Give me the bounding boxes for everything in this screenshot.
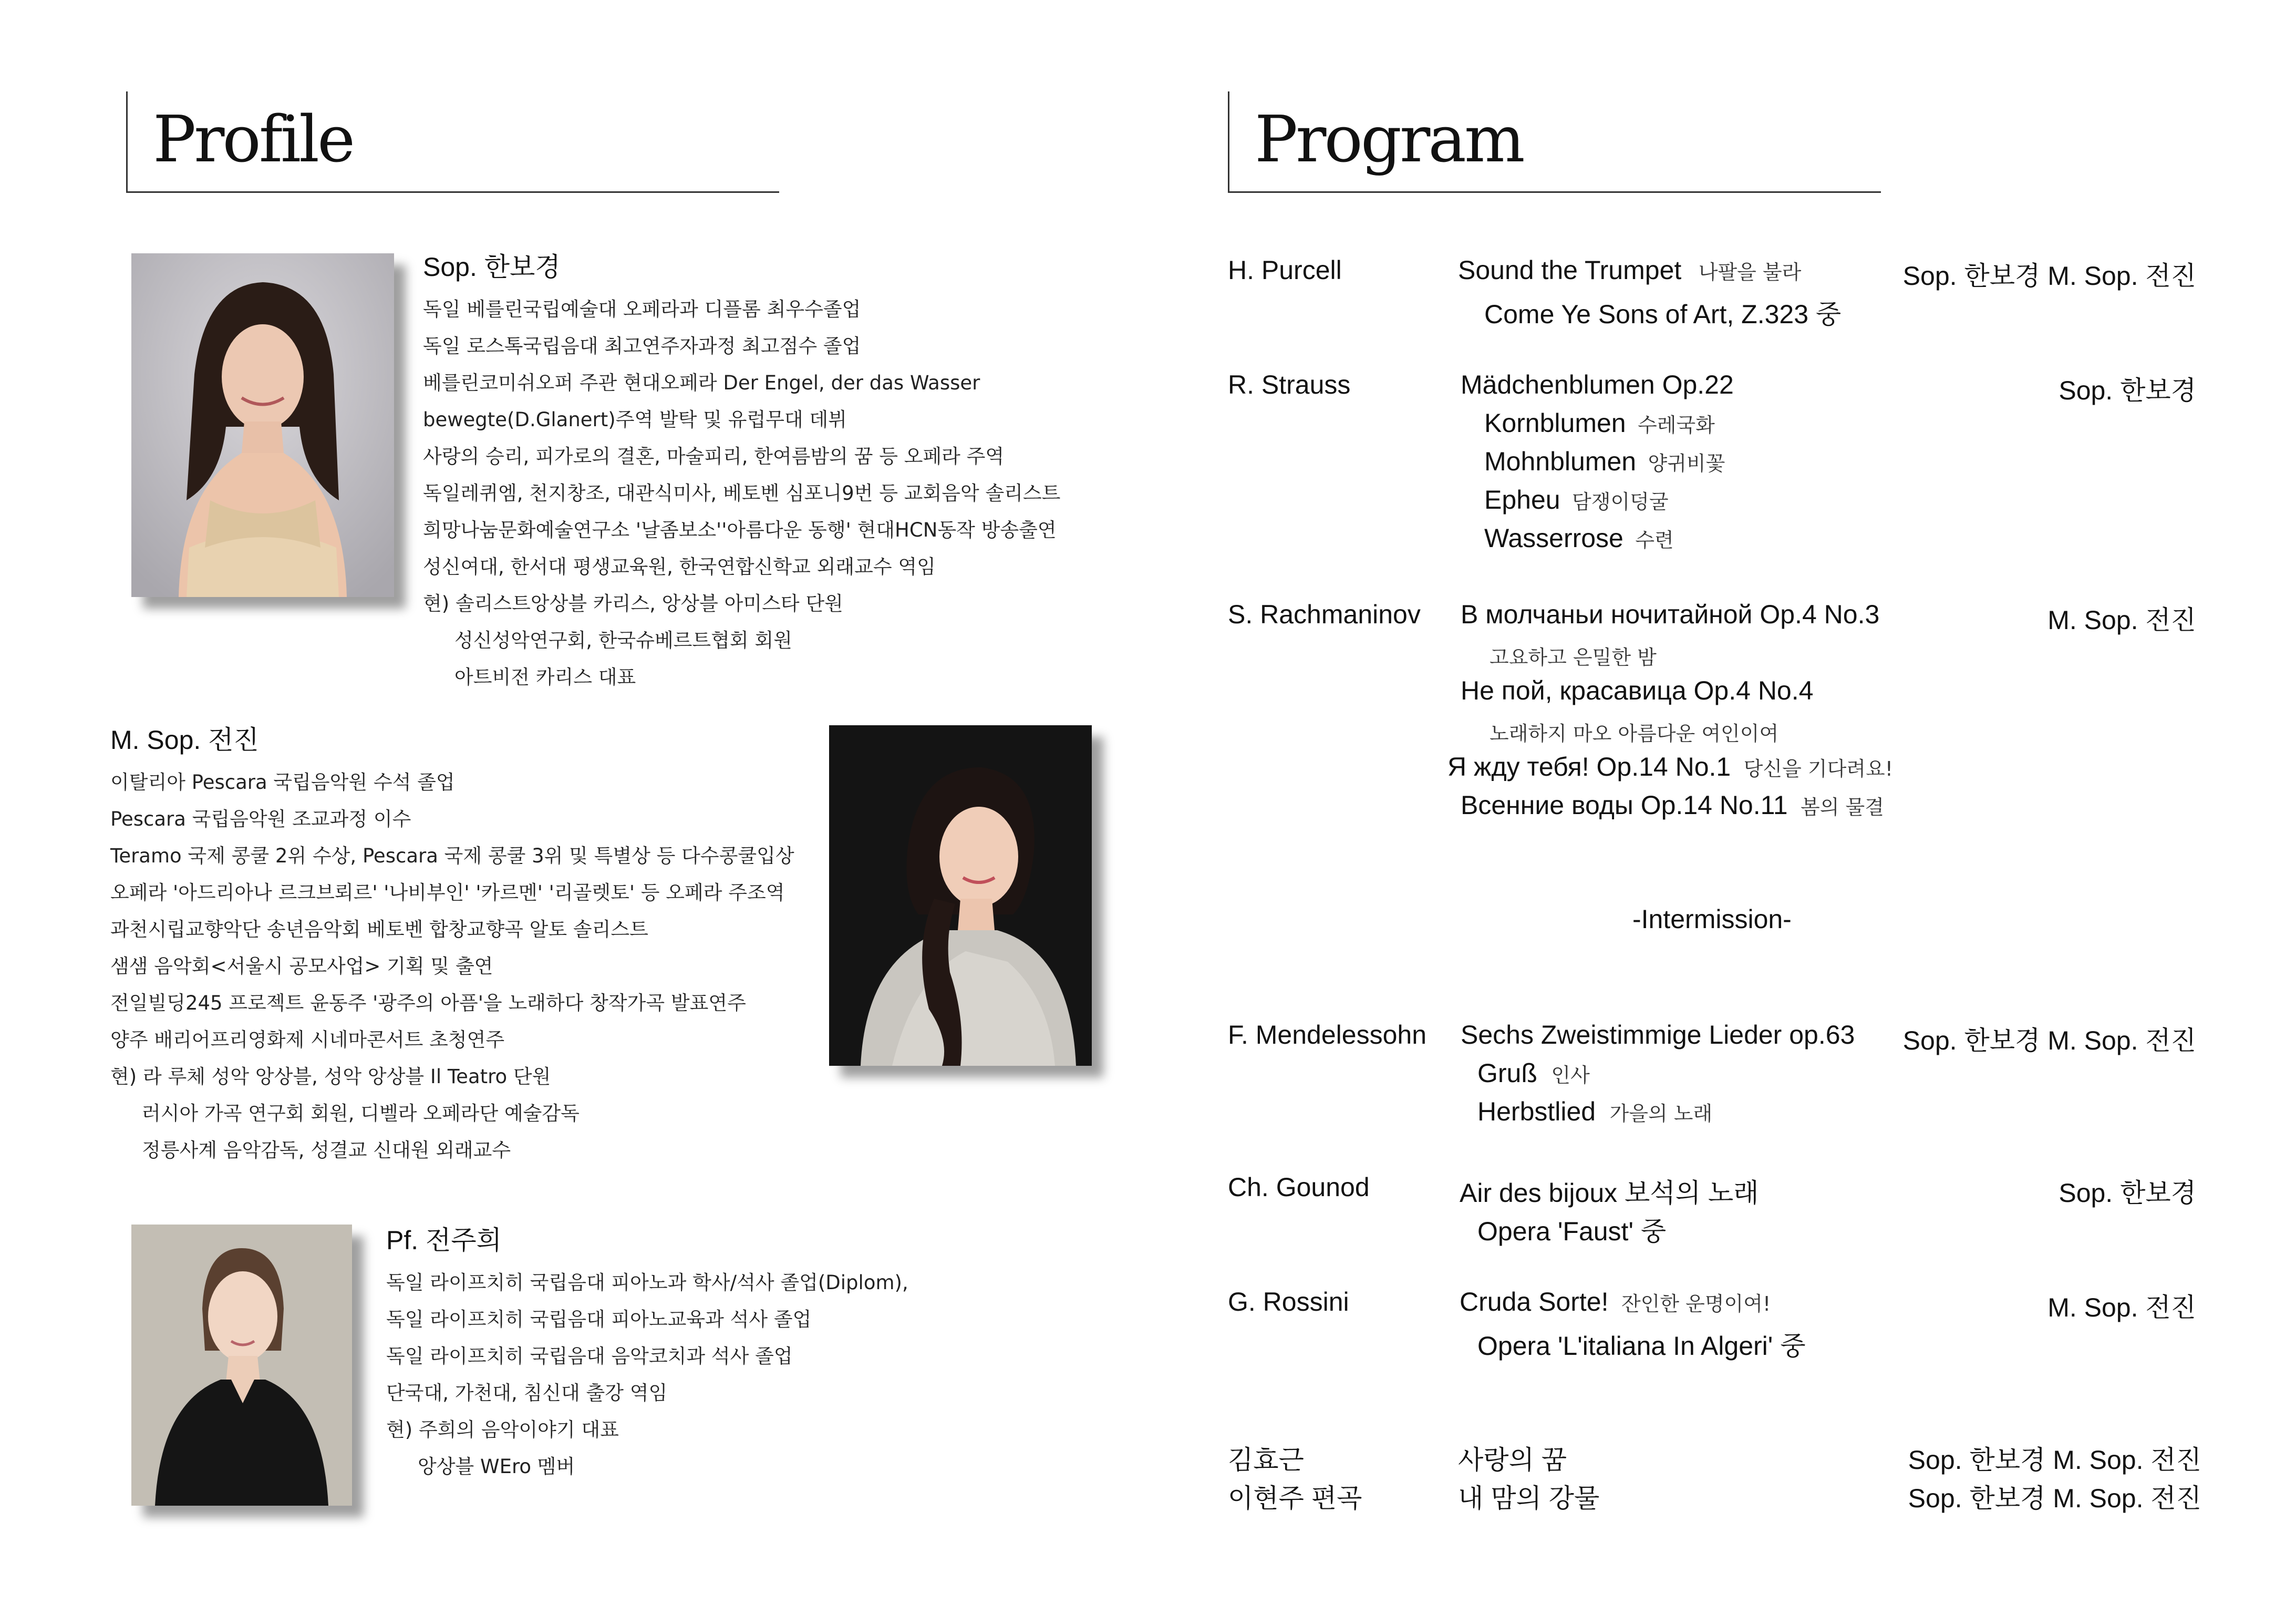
work-mendelssohn: Sechs Zweistimmige Lieder op.63 [1461, 1020, 1855, 1050]
profile-line: 사랑의 승리, 피가로의 결혼, 마술피리, 한여름밤의 꿈 등 오페라 주역 [423, 445, 1005, 468]
item-title: Epheu [1484, 485, 1560, 515]
work-title: Всенние воды Op.14 No.11 [1461, 790, 1788, 820]
profile-line: 현) 주희의 음악이야기 대표 [386, 1418, 619, 1441]
profile-line: 독일 베를린국립예술대 오페라과 디플롬 최우수졸업 [423, 298, 861, 321]
composer-mendelssohn: F. Mendelessohn [1228, 1020, 1427, 1050]
work-rach-4 [1461, 790, 1884, 820]
profile-line: 단국대, 가천대, 침신대 출강 역임 [386, 1382, 668, 1404]
work-rach-2: Не пой, красавица Op.4 No.4 [1461, 676, 1814, 705]
item-korean: 양귀비꽃 [1648, 452, 1725, 475]
mezzo-soprano-photo [829, 725, 1092, 1066]
mezzo-profile [110, 724, 794, 1169]
work-kim: 사랑의 꿈 [1458, 1445, 1567, 1475]
profile-line: 독일 라이프치히 국립음대 피아노교육과 석사 졸업 [386, 1308, 812, 1331]
profile-line: 전일빌딩245 프로젝트 윤동주 '광주의 아픔'을 노래하다 창작가곡 발표연주 [110, 992, 746, 1014]
profile-line: 성신여대, 한서대 평생교육원, 한국연합신학교 외래교수 역임 [423, 556, 936, 578]
composer-strauss: R. Strauss [1228, 370, 1351, 399]
composer-lee: 이현주 편곡 [1228, 1484, 1362, 1513]
item-title: Gruß [1477, 1058, 1537, 1088]
item-title: Herbstlied [1477, 1097, 1596, 1126]
mezzo-name: M. Sop. 전진 [110, 725, 259, 755]
performer-rachmaninov: M. Sop. 전진 [2047, 605, 2196, 635]
profile-line: 현) 솔리스트앙상블 카리스, 앙상블 아미스타 단원 [423, 592, 843, 615]
profile-line: 러시아 가곡 연구회 회원, 디벨라 오페라단 예술감독 [142, 1102, 580, 1125]
profile-line: 현) 라 루체 성악 앙상블, 성악 앙상블 Il Teatro 단원 [110, 1065, 551, 1088]
work-rach-1: В молчаньи ночитайной Op.4 No.3 [1461, 600, 1880, 629]
pianist-profile [386, 1225, 908, 1485]
soprano-name: Sop. 한보경 [423, 252, 561, 282]
work-rach-3 [1447, 752, 1893, 782]
profile-line: 양주 배리어프리영화제 시네마콘서트 초청연주 [110, 1028, 505, 1051]
soprano-photo [131, 253, 394, 597]
subtitle-gounod: Opera 'Faust' 중 [1477, 1217, 1667, 1246]
profile-title: Profile [153, 102, 354, 177]
work-korean: 봄의 물결 [1801, 796, 1884, 819]
work-lee: 내 맘의 강물 [1458, 1484, 1600, 1513]
strauss-item [1484, 446, 1725, 477]
strauss-item [1484, 523, 1674, 553]
work-strauss: Mädchenblumen Op.22 [1461, 370, 1734, 399]
composer-rossini: G. Rossini [1228, 1287, 1349, 1316]
program-header [1228, 91, 1881, 193]
profile-header [126, 91, 779, 193]
work-korean: 잔인한 운명이여! [1621, 1292, 1771, 1315]
profile-line: Pescara 국립음악원 조교과정 이수 [110, 808, 411, 830]
subtitle-purcell: Come Ye Sons of Art, Z.323 중 [1484, 300, 1842, 329]
profile-line: 정릉사계 음악감독, 성결교 신대원 외래교수 [142, 1139, 511, 1161]
composer-rachmaninov: S. Rachmaninov [1228, 600, 1421, 629]
item-title: Kornblumen [1484, 408, 1626, 438]
item-korean: 인사 [1551, 1064, 1590, 1087]
profile-line: Teramo 국제 콩쿨 2위 수상, Pescara 국제 콩쿨 3위 및 특별상 등 다수콩쿨입상 [110, 845, 794, 867]
work-rach-1-korean: 고요하고 은밀한 밤 [1490, 646, 1657, 669]
work-title: Cruda Sorte! [1460, 1287, 1609, 1316]
profile-line: 베를린코미쉬오퍼 주관 현대오페라 Der Engel, der das Wasser [423, 372, 980, 394]
work-gounod: Air des bijoux 보석의 노래 [1460, 1178, 1759, 1208]
performer-mendelssohn: Sop. 한보경 M. Sop. 전진 [1902, 1026, 2196, 1055]
intermission-label: -Intermission- [1632, 904, 1792, 934]
work-rossini [1460, 1287, 1771, 1317]
pianist-photo [131, 1225, 352, 1506]
profile-line: 희망나눔문화예술연구소 '날좀보소''아름다운 동행' 현대HCN동작 방송출연 [423, 519, 1057, 541]
item-title: Wasserrose [1484, 523, 1623, 553]
program-title: Program [1255, 102, 1523, 177]
performer-lee: Sop. 한보경 M. Sop. 전진 [1908, 1484, 2201, 1513]
work-purcell [1458, 255, 1801, 285]
item-korean: 가을의 노래 [1609, 1102, 1713, 1125]
profile-line: 앙상블 WEro 멤버 [418, 1455, 575, 1478]
mendelssohn-item [1477, 1058, 1590, 1088]
performer-gounod: Sop. 한보경 [2059, 1178, 2196, 1208]
work-rach-2-korean: 노래하지 마오 아름다운 여인이여 [1490, 722, 1779, 745]
performer-rossini: M. Sop. 전진 [2047, 1293, 2196, 1322]
strauss-item [1484, 408, 1715, 438]
profile-line: 오페라 '아드리아나 르크브뢰르' '나비부인' '카르멘' '리골렛토' 등 오페라 주조역 [110, 881, 785, 904]
item-korean: 수련 [1635, 529, 1674, 552]
item-title: Mohnblumen [1484, 447, 1637, 476]
profile-line: 독일 라이프치히 국립음대 피아노과 학사/석사 졸업(Diplom), [386, 1271, 908, 1294]
work-title: Я жду тебя! Op.14 No.1 [1447, 752, 1731, 781]
profile-line: 독일레퀴엠, 천지창조, 대관식미사, 베토벤 심포니9번 등 교회음악 솔리스트 [423, 482, 1061, 505]
profile-line: 샘샘 음악회<서울시 공모사업> 기획 및 출연 [110, 955, 493, 978]
profile-line: 독일 라이프치히 국립음대 음악코치과 석사 졸업 [386, 1345, 793, 1367]
work-korean: 나팔을 불라 [1698, 261, 1802, 284]
work-korean: 당신을 기다려요! [1743, 757, 1893, 780]
pianist-name: Pf. 전주희 [386, 1226, 502, 1255]
strauss-item [1484, 485, 1669, 515]
work-title: Sound the Trumpet [1458, 255, 1682, 285]
performer-kim: Sop. 한보경 M. Sop. 전진 [1908, 1445, 2201, 1475]
subtitle-rossini: Opera 'L'italiana In Algeri' 중 [1477, 1331, 1806, 1361]
performer-strauss: Sop. 한보경 [2059, 376, 2196, 405]
composer-gounod: Ch. Gounod [1228, 1172, 1370, 1202]
profile-line: 이탈리아 Pescara 국립음악원 수석 졸업 [110, 771, 455, 794]
profile-line: 과천시립교향악단 송년음악회 베토벤 합창교향곡 알토 솔리스트 [110, 918, 648, 941]
profile-line: 아트비전 카리스 대표 [454, 666, 636, 688]
composer-kim: 김효근 [1228, 1445, 1304, 1475]
composer-purcell: H. Purcell [1228, 255, 1342, 285]
profile-line: 성신성악연구회, 한국슈베르트협회 회원 [454, 629, 792, 652]
item-korean: 담쟁이덩굴 [1572, 490, 1669, 513]
profile-line: 독일 로스톡국립음대 최고연주자과정 최고점수 졸업 [423, 335, 861, 357]
profile-line: bewegte(D.Glanert)주역 발탁 및 유럽무대 데뷔 [423, 408, 847, 431]
performer-purcell: Sop. 한보경 M. Sop. 전진 [1902, 261, 2196, 291]
item-korean: 수레국화 [1638, 414, 1715, 437]
soprano-profile [423, 251, 1060, 696]
mendelssohn-item [1477, 1096, 1712, 1127]
